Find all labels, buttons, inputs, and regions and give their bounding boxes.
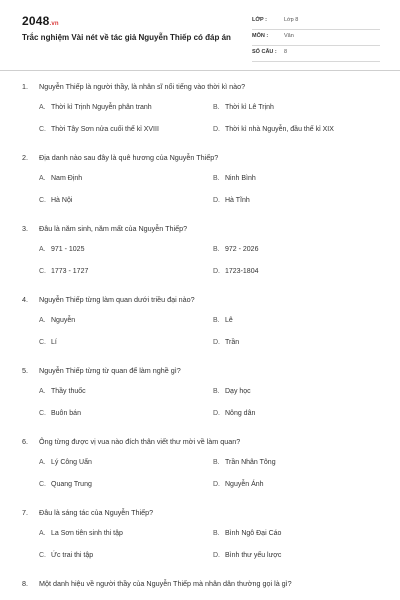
option-letter: D. [213,197,220,204]
meta-value: Lớp 8 [284,17,299,23]
option-letter: A. [39,246,46,253]
question-text [22,437,240,446]
question-number: 5. [22,366,28,375]
option-letter: B. [213,459,220,466]
option-c[interactable] [39,410,81,417]
option-letter: D. [213,126,220,133]
option-b[interactable] [213,175,256,182]
option-d[interactable] [213,552,281,559]
option-letter: A. [39,459,46,466]
quiz-meta [252,14,380,62]
option-text: 971 - 1025 [51,246,85,253]
question-label: Nguyễn Thiếp là người thầy, là nhân sĩ nổi tiếng vào thời kì nào? [39,82,246,91]
meta-row-class [252,14,380,30]
option-letter: B. [213,317,220,324]
option-letter: D. [213,268,220,275]
page-header [0,0,400,66]
question-number: 4. [22,295,28,304]
option-letter: B. [213,530,220,537]
option-letter: A. [39,388,46,395]
option-letter: A. [39,530,46,537]
option-text: Lý Công Uẩn [51,459,92,466]
option-text: Buôn bán [51,410,81,417]
question-text [22,82,245,91]
question-text [22,224,187,233]
option-text: Thời kì Lê Trịnh [225,104,274,111]
question-number: 8. [22,579,28,588]
option-text: Ức trai thi tập [51,552,94,559]
option-a[interactable] [39,317,75,324]
option-text: Nam Định [51,175,83,182]
option-letter: C. [39,339,46,346]
question-text [22,295,195,304]
option-text: 1773 - 1727 [51,268,89,275]
meta-label: MÔN : [252,33,269,39]
option-d[interactable] [213,339,239,346]
question-number: 3. [22,224,28,233]
option-text: Quang Trung [51,481,92,488]
option-letter: A. [39,317,46,324]
logo-number: 2048 [22,14,50,28]
option-letter: B. [213,175,220,182]
meta-row-subject [252,30,380,46]
option-letter: A. [39,175,46,182]
quiz-title: Trắc nghiệm Vài nét về tác giả Nguyễn Thiếp có đáp án [22,33,231,42]
option-text: Bình Ngô Đại Cáo [225,530,282,537]
question-label: Nguyễn Thiếp từng làm quan dưới triều đại nào? [39,295,195,304]
question-text [22,153,218,162]
option-text: Hà Tĩnh [225,197,250,204]
meta-value: 8 [284,49,288,55]
option-b[interactable] [213,530,281,537]
option-c[interactable] [39,339,57,346]
option-text: 972 - 2026 [225,246,259,253]
option-letter: C. [39,552,46,559]
question-number: 7. [22,508,28,517]
question-number: 1. [22,82,28,91]
option-letter: C. [39,481,46,488]
question-text [22,366,181,375]
option-a[interactable] [39,530,123,537]
meta-value: Văn [284,33,294,39]
option-b[interactable] [213,388,251,395]
option-text: Nguyễn Ánh [225,481,264,488]
question-text [22,579,292,588]
option-text: Thời Tây Sơn nửa cuối thế kỉ XVIII [51,126,159,133]
option-b[interactable] [213,246,258,253]
option-text: Bình thư yếu lược [225,552,282,559]
question-label: Một danh hiệu về người thầy của Nguyễn Thiếp mà nhân dân thường gọi là gì? [39,579,292,588]
option-d[interactable] [213,197,250,204]
option-c[interactable] [39,126,159,133]
option-text: Thời kì Trịnh Nguyễn phân tranh [51,104,152,111]
question-label: Đâu là năm sinh, năm mất của Nguyễn Thiếp? [39,224,188,233]
option-a[interactable] [39,388,86,395]
question-number: 2. [22,153,28,162]
option-text: Trần [225,339,240,346]
option-text: Nông dân [225,410,256,417]
option-text: Thầy thuốc [51,388,86,395]
option-letter: C. [39,410,46,417]
option-text: Ninh Bình [225,175,256,182]
option-b[interactable] [213,104,274,111]
option-letter: C. [39,197,46,204]
meta-label: SỐ CÂU : [252,49,277,55]
option-letter: D. [213,339,220,346]
option-text: 1723-1804 [225,268,259,275]
option-c[interactable] [39,481,92,488]
option-c[interactable] [39,552,93,559]
option-letter: D. [213,481,220,488]
option-d[interactable] [213,268,258,275]
site-logo[interactable] [22,14,59,28]
option-c[interactable] [39,268,88,275]
question-label: Ông từng được vị vua nào đích thân viết thư mời về làm quan? [39,437,241,446]
option-b[interactable] [213,317,233,324]
option-c[interactable] [39,197,72,204]
option-text: Thời kì nhà Nguyễn, đầu thế kỉ XIX [225,126,334,133]
option-text: Nguyễn [51,317,76,324]
meta-row-count [252,46,380,62]
option-text: Lê [225,317,233,324]
question-number: 6. [22,437,28,446]
option-letter: A. [39,104,46,111]
option-a[interactable] [39,104,152,111]
option-d[interactable] [213,410,255,417]
option-d[interactable] [213,126,334,133]
option-letter: B. [213,104,220,111]
option-a[interactable] [39,246,84,253]
option-letter: D. [213,410,220,417]
question-text [22,508,153,517]
option-text: Hà Nội [51,197,73,204]
option-b[interactable] [213,459,276,466]
logo-domain: .vn [49,21,59,27]
option-a[interactable] [39,175,82,182]
option-a[interactable] [39,459,92,466]
option-letter: D. [213,552,220,559]
meta-label: LỚP : [252,17,267,23]
question-label: Đâu là sáng tác của Nguyễn Thiếp? [39,508,154,517]
option-letter: B. [213,246,220,253]
option-letter: B. [213,388,220,395]
question-label: Địa danh nào sau đây là quê hương của Nguyễn Thiếp? [39,153,219,162]
option-text: Lí [51,339,57,346]
option-text: Trần Nhân Tông [225,459,276,466]
option-text: La Sơn tiên sinh thi tập [51,530,123,537]
option-letter: C. [39,268,46,275]
header-divider [0,70,400,71]
option-letter: C. [39,126,46,133]
option-d[interactable] [213,481,264,488]
question-label: Nguyễn Thiếp từng từ quan để làm nghề gì? [39,366,181,375]
option-text: Dạy học [225,388,251,395]
